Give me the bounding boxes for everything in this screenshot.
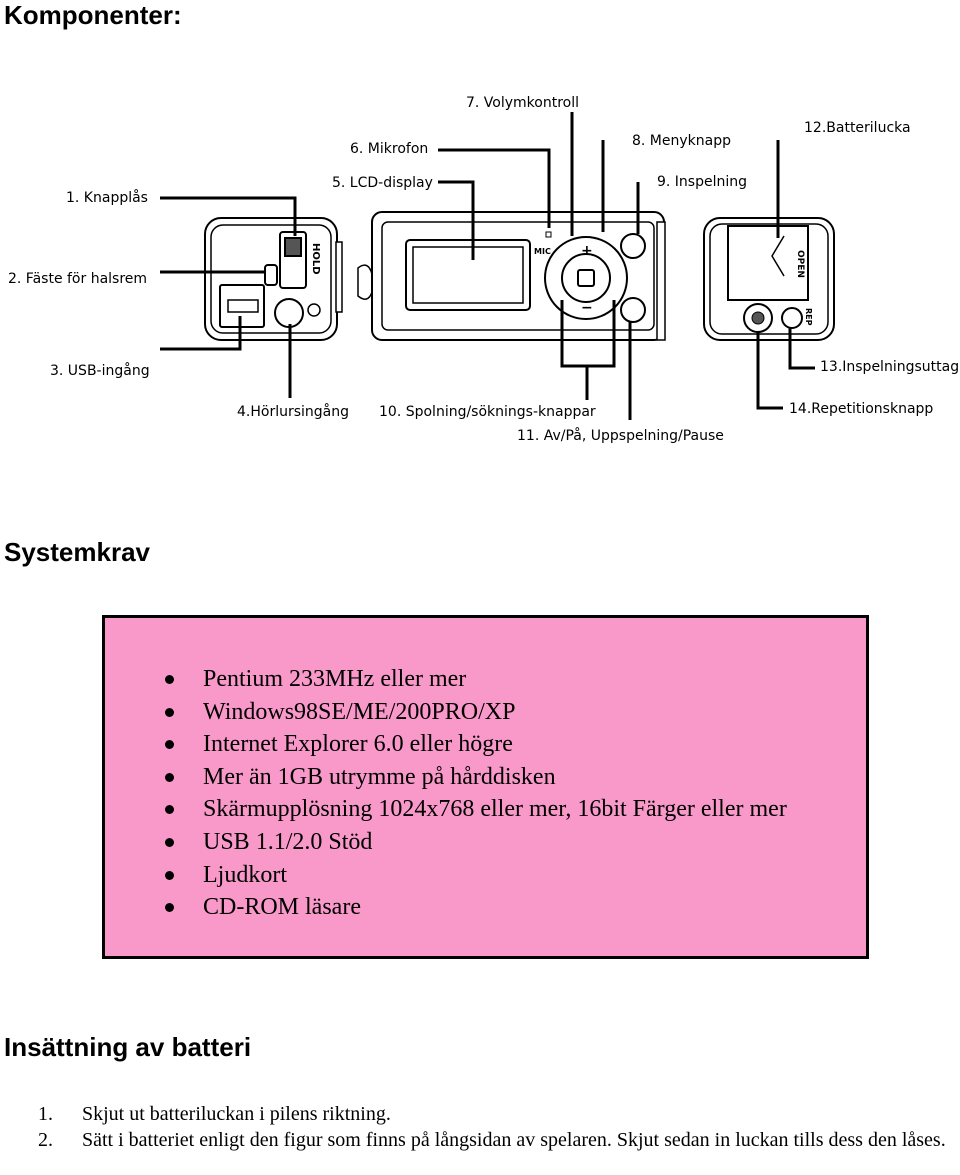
mic-mark: MIC (534, 247, 551, 256)
list-item (105, 859, 787, 892)
step-text: Sätt i batteriet enligt den figur som finns på långsidan av spelaren. Skjut sedan in luckan tills dess den låses. (82, 1129, 946, 1151)
requirements-list (105, 663, 787, 924)
requirements-box (102, 615, 869, 959)
label-faste: 2. Fäste för halsrem (8, 271, 148, 287)
list-item (105, 696, 787, 729)
list-item-text: Ljudkort (203, 861, 287, 888)
list-item-text: CD-ROM läsare (203, 894, 361, 921)
bullet-icon (165, 740, 174, 749)
list-item (105, 826, 787, 859)
bullet-icon (165, 708, 174, 717)
list-item-text: Internet Explorer 6.0 eller högre (203, 731, 513, 758)
label-usb: 3. USB-ingång (50, 363, 150, 379)
bullet-icon (165, 871, 174, 880)
list-item-text: Pentium 233MHz eller mer (203, 666, 467, 692)
step-text: Skjut ut batteriluckan i pilens riktning. (82, 1103, 391, 1125)
heading-components: Komponenter: (4, 0, 182, 30)
plus-mark: + (581, 243, 593, 259)
step-number: 2. (38, 1129, 53, 1151)
list-item-text: Windows98SE/ME/200PRO/XP (203, 698, 516, 725)
label-batterilucka: 12.Batterilucka (804, 120, 911, 136)
list-item-text: USB 1.1/2.0 Stöd (203, 828, 373, 855)
list-item (105, 891, 787, 924)
label-inspelning: 9. Inspelning (657, 174, 748, 190)
battery-steps (0, 1101, 960, 1153)
bullet-icon (165, 773, 174, 782)
bullet-icon (165, 903, 174, 912)
label-repetition: 14.Repetitionsknapp (789, 401, 934, 417)
heading-requirements: Systemkrav (4, 537, 150, 567)
label-mikrofon: 6. Mikrofon (350, 141, 429, 157)
list-item-text: Skärmupplösning 1024x768 eller mer, 16bit Färger eller mer (203, 796, 787, 823)
label-knapplas: 1. Knapplås (66, 190, 148, 206)
list-item-text: Mer än 1GB utrymme på hårddisken (203, 763, 556, 790)
list-item (105, 663, 787, 696)
device-right-end-view (704, 218, 834, 340)
list-item (105, 793, 787, 826)
bullet-icon (165, 838, 174, 847)
label-inspelningsuttag: 13.Inspelningsuttag (820, 359, 960, 375)
step-item (0, 1127, 960, 1153)
device-diagram (0, 80, 960, 450)
list-item (105, 728, 787, 761)
open-mark: OPEN (795, 250, 805, 278)
label-meny: 8. Menyknapp (632, 133, 731, 149)
heading-battery: Insättning av batteri (4, 1032, 252, 1062)
step-item (0, 1101, 960, 1127)
bullet-icon (165, 805, 174, 814)
label-volym: 7. Volymkontroll (466, 95, 580, 111)
label-spolning: 10. Spolning/söknings-knappar (379, 404, 596, 420)
strap-loop (358, 265, 372, 299)
label-horlur: 4.Hörlursingång (237, 404, 350, 420)
rep-mark: REP (804, 308, 813, 326)
hold-mark: HOLD (310, 243, 321, 275)
minus-mark: − (581, 300, 593, 316)
bullet-icon (165, 675, 174, 684)
list-item (105, 761, 787, 794)
device-front-view (372, 212, 665, 340)
label-lcd: 5. LCD-display (332, 175, 433, 191)
device-left-end-view (205, 218, 342, 340)
step-number: 1. (38, 1103, 53, 1125)
label-avpa: 11. Av/På, Uppspelning/Pause (517, 428, 724, 444)
